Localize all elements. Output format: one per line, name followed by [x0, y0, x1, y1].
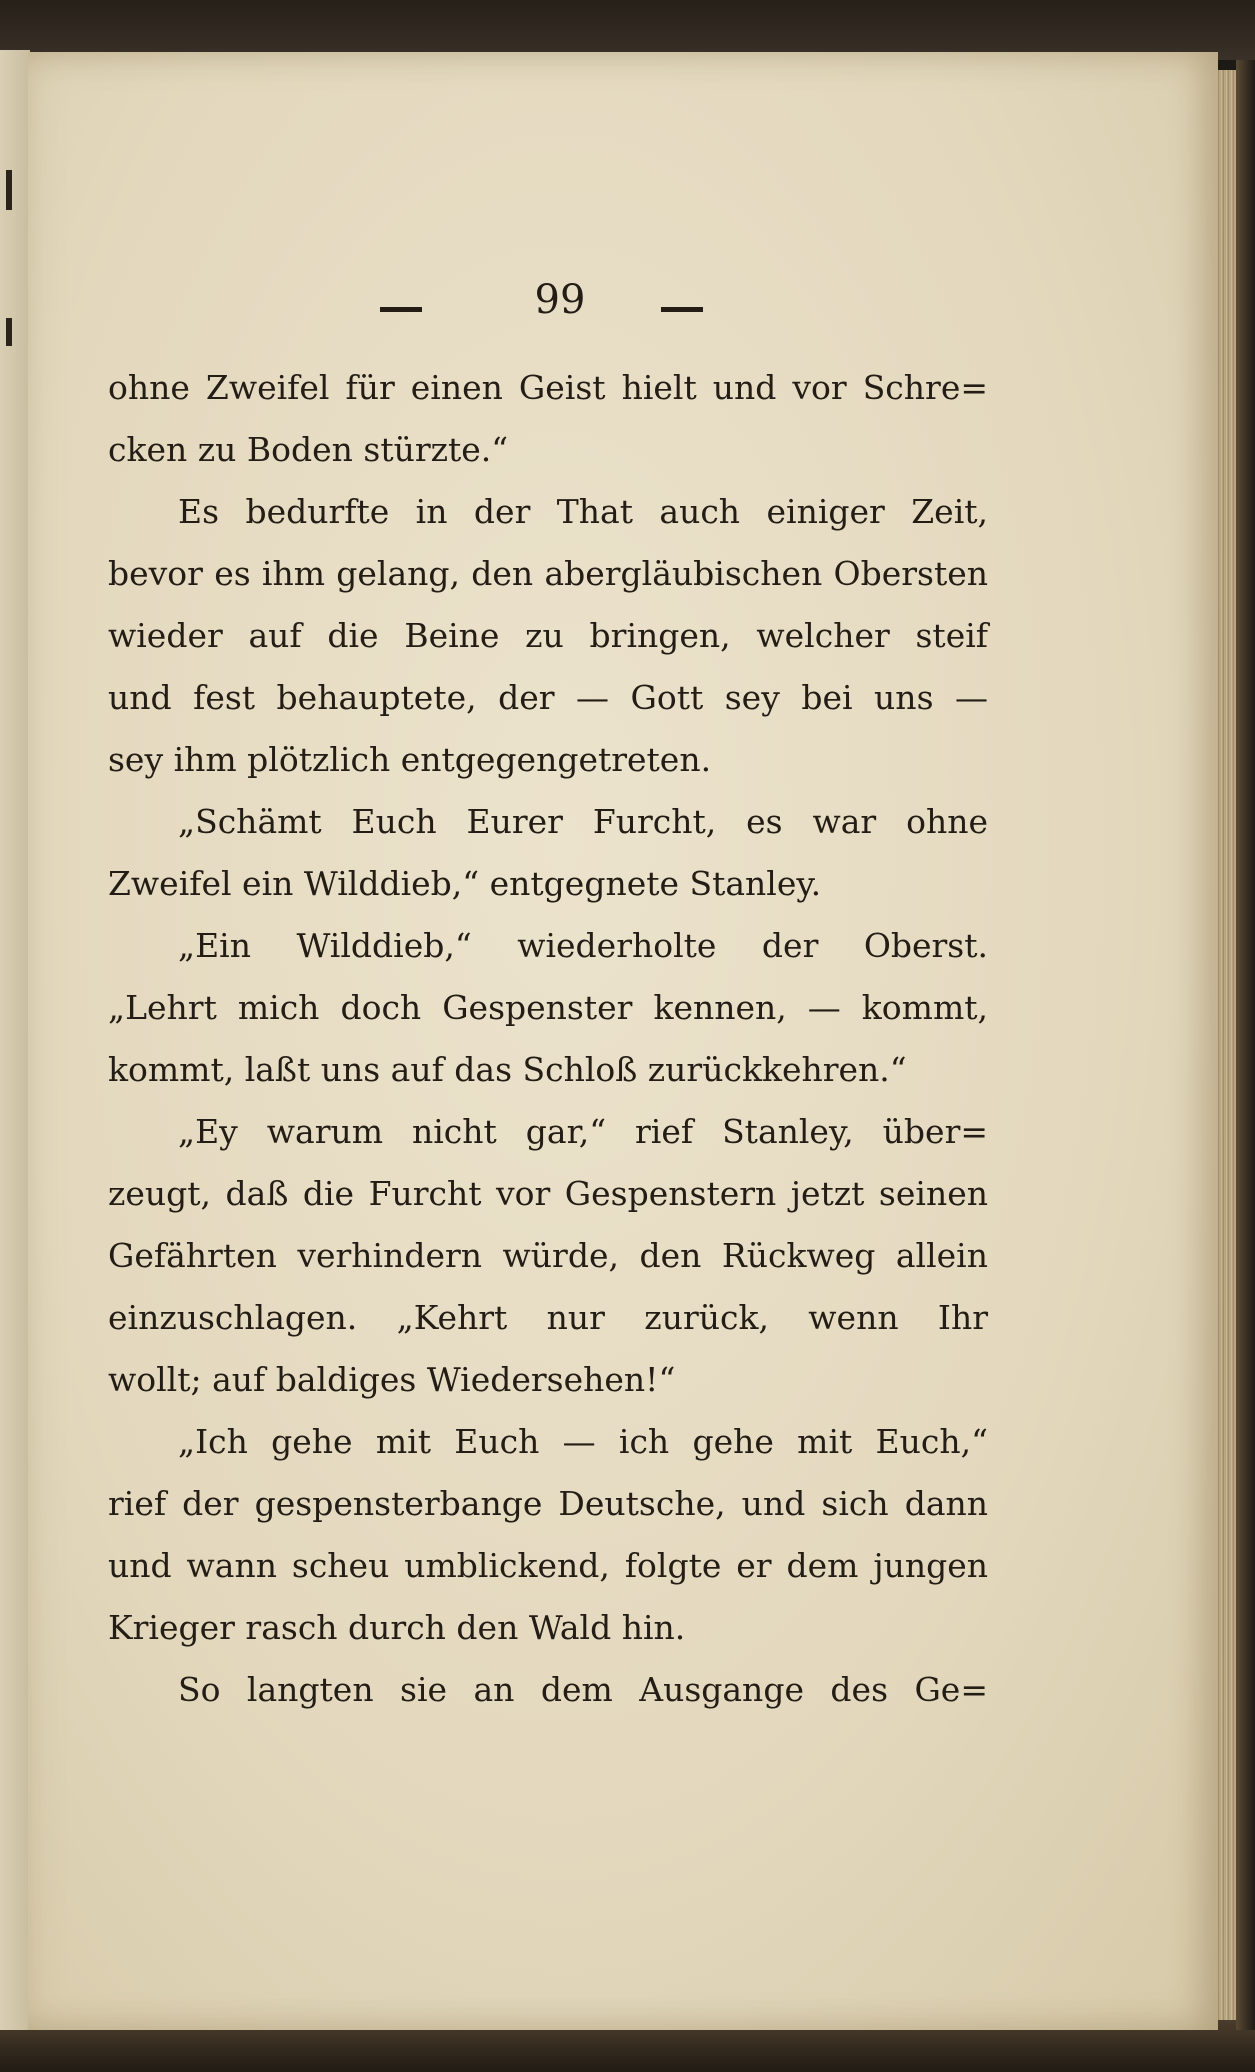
text-line: kommt, laßt uns auf das Schloß zurückkehren.“: [108, 1050, 907, 1089]
header-dash-right: [661, 307, 703, 312]
text-line: „Ich gehe mit Euch — ich gehe mit Euch,“: [178, 1422, 988, 1461]
page-edges-shadow: [1236, 60, 1255, 2030]
text-line: Krieger rasch durch den Wald hin.: [108, 1608, 686, 1647]
facing-page-edge: [0, 50, 30, 2030]
text-line: und fest behauptete, der — Gott sey bei uns —: [108, 678, 988, 717]
text-line: „Lehrt mich doch Gespenster kennen, — kommt,: [108, 988, 988, 1027]
text-line: „Schämt Euch Eurer Furcht, es war ohne: [178, 802, 988, 841]
text-line: So langten sie an dem Ausgange des Ge=: [178, 1670, 988, 1709]
text-line: cken zu Boden stürzte.“: [108, 430, 509, 469]
text-line: Es bedurfte in der That auch einiger Zeit,: [178, 492, 988, 531]
header-dash-left: [380, 307, 422, 312]
text-line: wieder auf die Beine zu bringen, welcher steif: [108, 616, 988, 655]
text-line: ohne Zweifel für einen Geist hielt und vor Schre=: [108, 368, 988, 407]
margin-mark: [6, 318, 12, 346]
text-line: zeugt, daß die Furcht vor Gespenstern jetzt seinen: [108, 1174, 988, 1213]
text-line: und wann scheu umblickend, folgte er dem jungen: [108, 1546, 988, 1585]
text-line: „Ein Wilddieb,“ wiederholte der Oberst.: [178, 926, 988, 965]
margin-mark: [6, 170, 12, 210]
text-line: wollt; auf baldiges Wiedersehen!“: [108, 1360, 676, 1399]
text-line: einzuschlagen. „Kehrt nur zurück, wenn Ihr: [108, 1298, 988, 1337]
text-line: rief der gespensterbange Deutsche, und sich dann: [108, 1484, 988, 1523]
page-header: [28, 277, 1218, 337]
text-line: bevor es ihm gelang, den abergläubischen Obersten: [108, 554, 988, 593]
body-text: [108, 357, 988, 1721]
text-line: Gefährten verhindern würde, den Rückweg allein: [108, 1236, 988, 1275]
text-line: sey ihm plötzlich entgegengetreten.: [108, 740, 712, 779]
page-number: 99: [534, 277, 586, 323]
text-line: „Ey warum nicht gar,“ rief Stanley, über=: [178, 1112, 988, 1151]
book-page: [28, 52, 1218, 2030]
book-backdrop-top: [0, 0, 1255, 60]
text-line: Zweifel ein Wilddieb,“ entgegnete Stanley.: [108, 864, 822, 903]
